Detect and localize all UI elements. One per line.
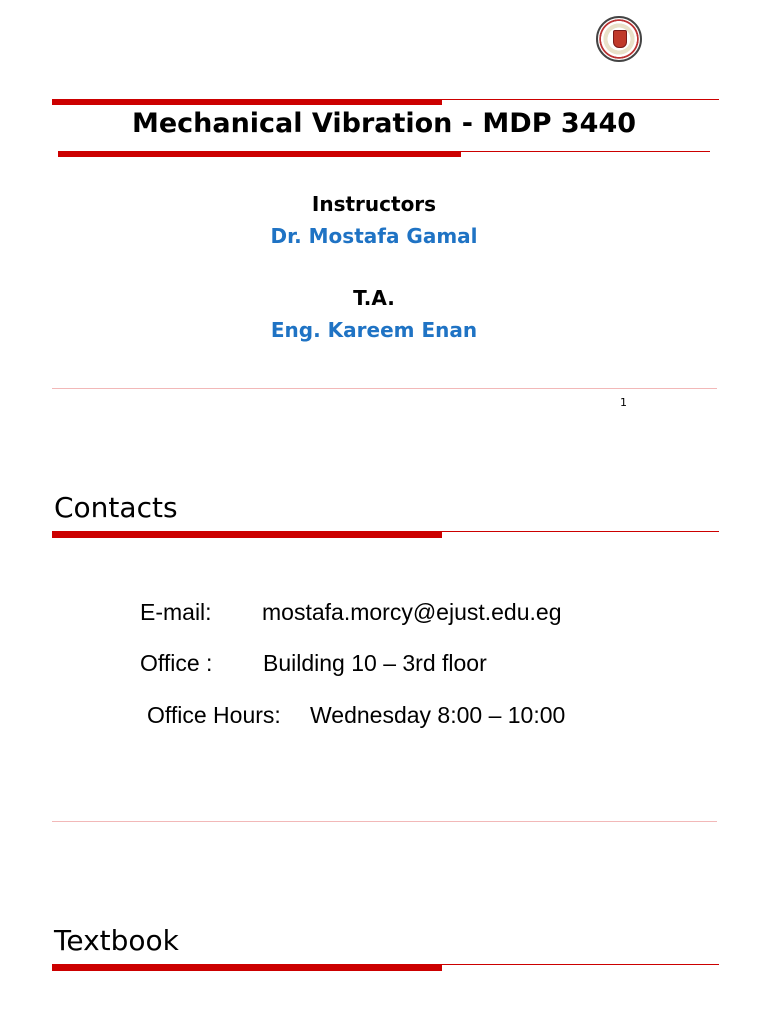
university-seal-icon <box>596 16 642 62</box>
slide-divider <box>52 388 717 389</box>
office-hours-value: Wednesday 8:00 – 10:00 <box>310 702 566 728</box>
seal-shield-icon <box>613 30 627 48</box>
instructors-heading: Instructors <box>311 192 437 216</box>
office-label: Office : <box>140 650 213 676</box>
textbook-title: Textbook <box>54 924 179 957</box>
office-value: Building 10 – 3rd floor <box>263 650 487 676</box>
contacts-accent-line <box>442 531 719 532</box>
title-top-accent-line <box>442 99 719 100</box>
title-bottom-accent-bar <box>58 151 461 157</box>
contacts-accent-bar <box>52 531 442 538</box>
page-number: 1 <box>620 396 627 409</box>
textbook-accent-line <box>442 964 719 965</box>
office-hours-label: Office Hours: <box>147 702 281 728</box>
instructor-name: Dr. Mostafa Gamal <box>270 224 478 248</box>
ta-heading: T.A. <box>353 286 395 310</box>
email-value: mostafa.morcy@ejust.edu.eg <box>262 599 562 625</box>
title-bottom-accent-line <box>461 151 710 152</box>
ta-name: Eng. Kareem Enan <box>270 318 478 342</box>
contacts-title: Contacts <box>54 491 178 524</box>
slide-divider-2 <box>52 821 717 822</box>
email-label: E-mail: <box>140 599 212 625</box>
course-title: Mechanical Vibration - MDP 3440 <box>131 108 637 139</box>
textbook-accent-bar <box>52 964 442 971</box>
